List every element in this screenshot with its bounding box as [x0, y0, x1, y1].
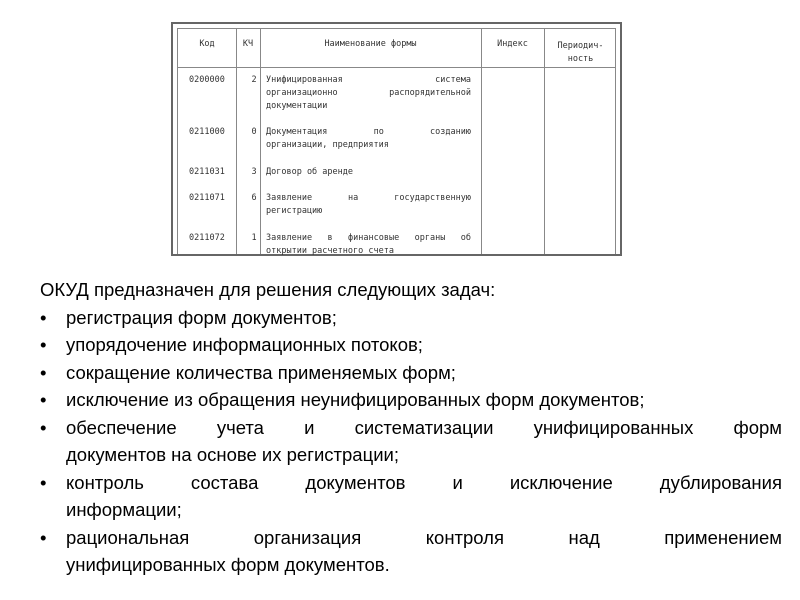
task-item — [40, 414, 782, 469]
row-form-name-line: Унифицированная система — [266, 75, 471, 85]
row-form-name-line: Документация по созданию — [266, 127, 471, 137]
row-kch: 0 — [251, 127, 257, 137]
task-item — [40, 386, 782, 414]
row-kch: 6 — [251, 193, 257, 203]
header-periodicity — [544, 29, 617, 67]
header-divider — [178, 67, 615, 68]
row-form-name-line: организации, предприятия — [266, 140, 389, 150]
row-form-name — [266, 74, 471, 113]
task-item — [40, 359, 782, 387]
row-form-name-line: организационно распорядительной — [266, 88, 471, 98]
okud-table — [171, 22, 622, 256]
task-item — [40, 331, 782, 359]
row-form-name-line: документации — [266, 101, 328, 111]
row-form-name-line: регистрацию — [266, 206, 323, 216]
task-item-text: • сокращение количества применяемых форм; — [66, 361, 456, 383]
row-form-name — [266, 166, 471, 179]
row-kch: 1 — [251, 233, 257, 243]
task-item-text: • рациональная организация контроля над применением — [66, 526, 782, 548]
row-code: 0200000 — [189, 75, 225, 85]
okud-description — [40, 276, 782, 579]
task-item-text: • регистрация форм документов; — [66, 306, 337, 328]
task-item — [40, 304, 782, 332]
header-index: Индекс — [497, 39, 528, 49]
task-item-text: документов на основе их регистрации; — [66, 444, 399, 465]
task-list — [40, 304, 782, 579]
row-code: 0211031 — [189, 167, 225, 177]
task-item-text: • упорядочение информационных потоков; — [66, 334, 423, 355]
header-code: Код — [199, 39, 215, 49]
header-periodicity-line1: Периодич- — [557, 40, 604, 51]
row-form-name-line: открытии расчетного счета — [266, 246, 394, 256]
task-item — [40, 524, 782, 579]
header-form-name: Наименование формы — [324, 39, 417, 49]
row-kch: 3 — [251, 167, 257, 177]
row-kch: 2 — [251, 75, 257, 85]
row-code: 0211072 — [189, 233, 225, 243]
task-item-text: • контроль состава документов и исключение дублирования — [66, 471, 782, 493]
row-code: 0211071 — [189, 193, 225, 203]
row-form-name-line: Договор об аренде — [266, 167, 353, 177]
header-periodicity-line2: ность — [567, 53, 594, 64]
task-item — [40, 469, 782, 524]
row-code: 0211000 — [189, 127, 225, 137]
row-form-name-line: Заявление в финансовые органы об — [266, 233, 471, 243]
task-item-text: • обеспечение учета и систематизации унифицированных форм — [66, 416, 782, 438]
row-form-name-line: Заявление на государственную — [266, 193, 471, 203]
header-kch: КЧ — [242, 39, 254, 49]
task-item-text: унифицированных форм документов. — [66, 554, 390, 575]
description-intro: ОКУД предназначен для решения следующих задач: — [40, 279, 496, 300]
task-item-text: • исключение из обращения неунифицированных форм документов; — [66, 389, 645, 410]
row-form-name — [266, 126, 471, 152]
row-form-name — [266, 232, 471, 258]
task-item-text: информации; — [66, 499, 182, 520]
row-form-name — [266, 192, 471, 218]
